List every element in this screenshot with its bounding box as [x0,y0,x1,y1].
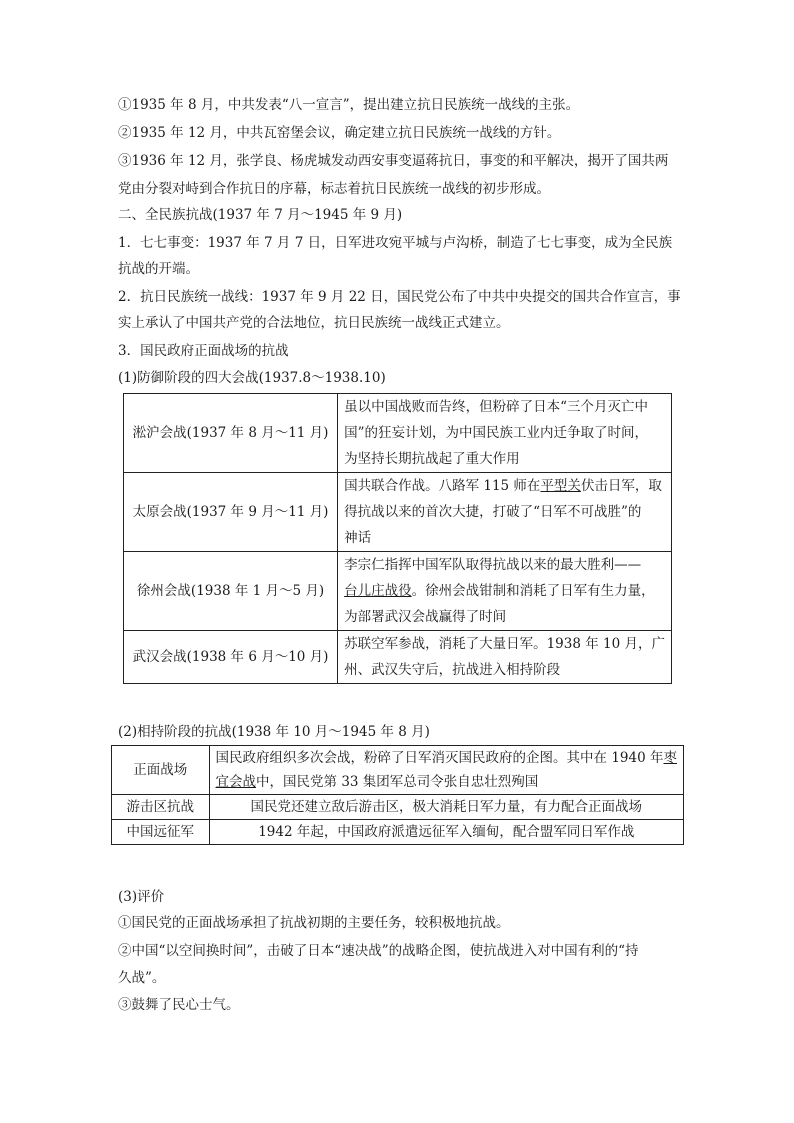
item-2-line-1: 2．抗日民族统一战线：1937 年 9 月 22 日，国民党公布了中共中央提交的国共合作宣言，事 [118,289,681,305]
underlined-term: 枣 [663,750,677,766]
intro-point-3-line-2: 党由分裂对峙到合作抗日的序幕，标志着抗日民族统一战线的初步形成。 [118,181,550,197]
evaluation-heading: (3)评价 [118,889,165,905]
table-row [124,552,672,631]
table-row [112,820,684,845]
front-description: 1942 年起，中国政府派遣远征军入缅甸，配合盟军同日军作战 [209,820,683,845]
front-name: 中国远征军 [112,820,210,845]
evaluation-point-1: ①国民党的正面战场承担了抗战初期的主要任务，较积极地抗战。 [118,915,510,931]
evaluation-point-2-line-2: 久战”。 [118,970,166,986]
subsection-2-heading: (2)相持阶段的抗战(1938 年 10 月～1945 年 8 月) [118,724,430,740]
section-2-heading: 二、全民族抗战(1937 年 7 月～1945 年 9 月) [118,207,403,223]
table-row [124,473,672,552]
table-row [124,394,672,473]
defense-battles-table [123,393,672,684]
battle-name: 太原会战(1937 年 9 月～11 月) [124,473,338,552]
battle-name: 徐州会战(1938 年 1 月～5 月) [124,552,338,631]
battle-name: 淞沪会战(1937 年 8 月～11 月) [124,394,338,473]
battle-description: 李宗仁指挥中国军队取得抗战以来的最大胜利—— 台儿庄战役。徐州会战钳制和消耗了日军有生力量， 为部署武汉会战赢得了时间 [338,552,672,631]
evaluation-point-2-line-1: ②中国“以空间换时间”，击破了日本“速决战”的战略企图，使抗战进入对中国有利的“持 [118,943,639,959]
table-row [124,631,672,684]
intro-point-3-line-1: ③1936 年 12 月，张学良、杨虎城发动西安事变逼蒋抗日，事变的和平解决，揭开了国共两 [118,153,669,169]
subsection-1-heading: (1)防御阶段的四大会战(1937.8～1938.10) [118,370,386,386]
front-description: 国民政府组织多次会战，粉碎了日军消灭国民政府的企图。其中在 1940 年枣 宜会战中，国民党第 33 集团军总司令张自忠壮烈殉国 [209,746,683,795]
underlined-term: 宜会战 [215,774,257,790]
evaluation-point-3: ③鼓舞了民心士气。 [118,997,240,1013]
table-row [112,795,684,820]
battle-name: 武汉会战(1938 年 6 月～10 月) [124,631,338,684]
battle-description: 苏联空军参战，消耗了大量日军。1938 年 10 月，广 州、武汉失守后，抗战进入相持阶段 [338,631,672,684]
front-name: 游击区抗战 [112,795,210,820]
stalemate-table [111,745,684,845]
intro-point-2: ②1935 年 12 月，中共瓦窑堡会议，确定建立抗日民族统一战线的方针。 [118,125,561,141]
item-3-heading: 3．国民政府正面战场的抗战 [118,343,289,359]
table-row [112,746,684,795]
item-1-line-2: 抗战的开端。 [118,261,199,277]
intro-point-1: ①1935 年 8 月，中共发表“八一宣言”，提出建立抗日民族统一战线的主张。 [118,97,580,113]
battle-description: 虽以中国战败而告终，但粉碎了日本“三个月灭亡中 国”的狂妄计划，为中国民族工业内迁争取了时间， 为坚持长期抗战起了重大作用 [338,394,672,473]
underlined-term: 台儿庄战役 [344,583,412,599]
battle-description: 国共联合作战。八路军 115 师在平型关伏击日军，取 得抗战以来的首次大捷，打破了“日军不可战胜”的 神话 [338,473,672,552]
front-description: 国民党还建立敌后游击区，极大消耗日军力量，有力配合正面战场 [209,795,683,820]
underlined-term: 平型关 [540,478,581,494]
item-1-line-1: 1．七七事变：1937 年 7 月 7 日，日军进攻宛平城与卢沟桥，制造了七七事变，成为全民族 [118,235,673,251]
item-2-line-2: 实上承认了中国共产党的合法地位，抗日民族统一战线正式建立。 [118,315,510,331]
front-name: 正面战场 [112,746,210,795]
